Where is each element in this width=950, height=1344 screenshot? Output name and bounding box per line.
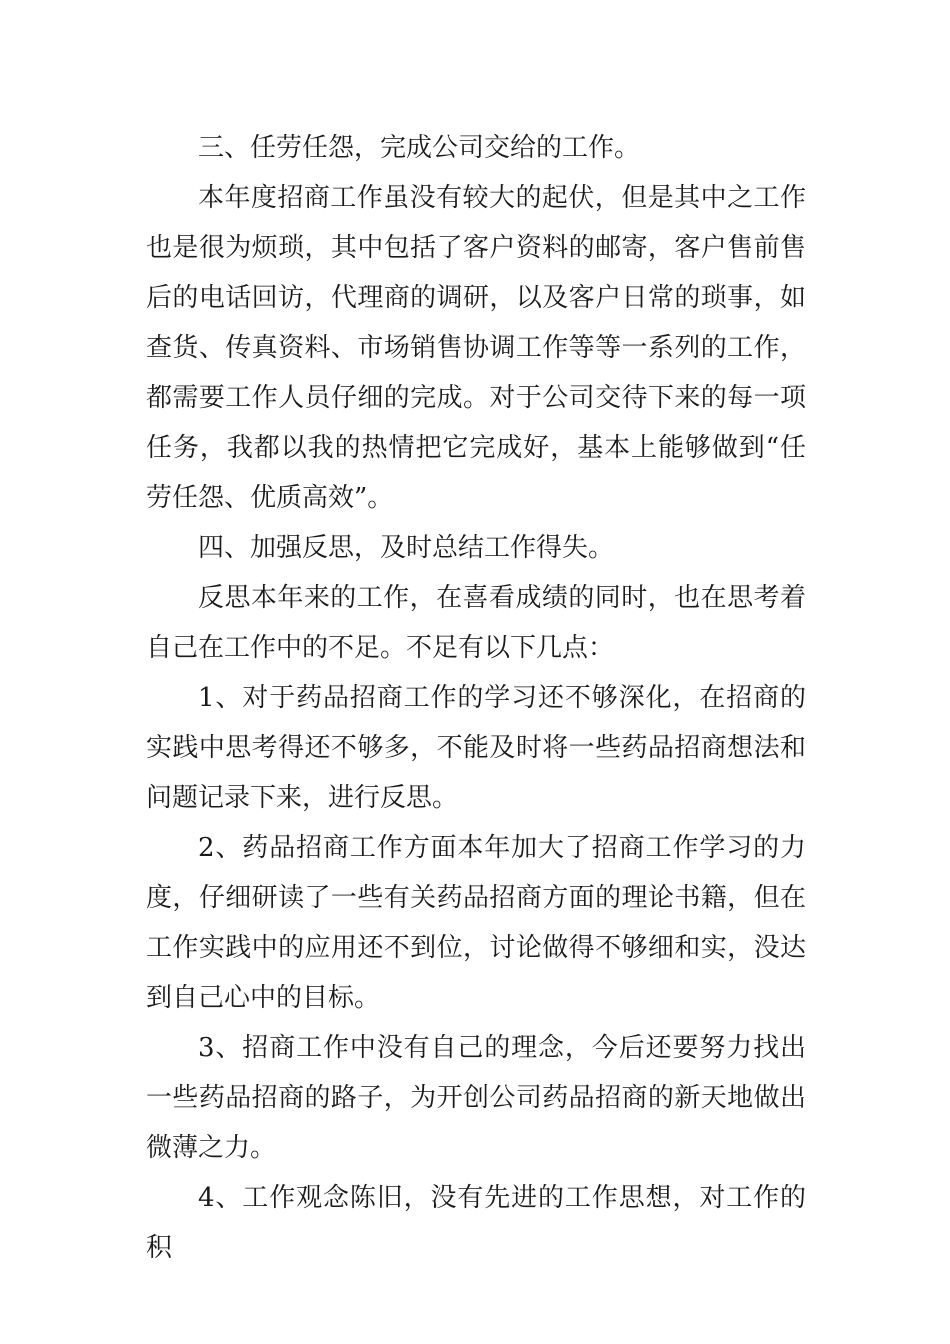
paragraph-reflection: 反思本年来的工作，在喜看成绩的同时，也在思考着自己在工作中的不足。不足有以下几点： <box>146 583 806 663</box>
paragraph-point-2: 2、药品招商工作方面本年加大了招商工作学习的力度，仔细研读了一些有关药品招商方面的理论书籍，但在工作实践中的应用还不到位，讨论做得不够细和实，没达到自己心中的目标。 <box>146 833 806 1013</box>
document-body <box>146 123 806 1273</box>
paragraph-heading-four: 四、加强反思，及时总结工作得失。 <box>198 533 615 563</box>
paragraph-point-4: 4、工作观念陈旧，没有先进的工作思想，对工作的积 <box>146 1183 806 1263</box>
paragraph-point-3: 3、招商工作中没有自己的理念，今后还要努力找出一些药品招商的路子，为开创公司药品招商的新天地做出微薄之力。 <box>146 1033 806 1163</box>
paragraph-point-1: 1、对于药品招商工作的学习还不够深化，在招商的实践中思考得还不够多，不能及时将一些药品招商想法和问题记录下来，进行反思。 <box>146 683 806 813</box>
paragraph-heading-three: 三、任劳任怨，完成公司交给的工作。 <box>198 133 641 163</box>
paragraph-merchant-work: 本年度招商工作虽没有较大的起伏，但是其中之工作也是很为烦琐，其中包括了客户资料的邮寄，客户售前售后的电话回访，代理商的调研，以及客户日常的琐事，如查货、传真资料、市场销售协调工作等等一系列的工作，都需要工作人员仔细的完成。对于公司交待下来的每一项任务，我都以我的热情把它完成好，基本上能够做到“任劳任怨、优质高效”。 <box>146 183 806 513</box>
